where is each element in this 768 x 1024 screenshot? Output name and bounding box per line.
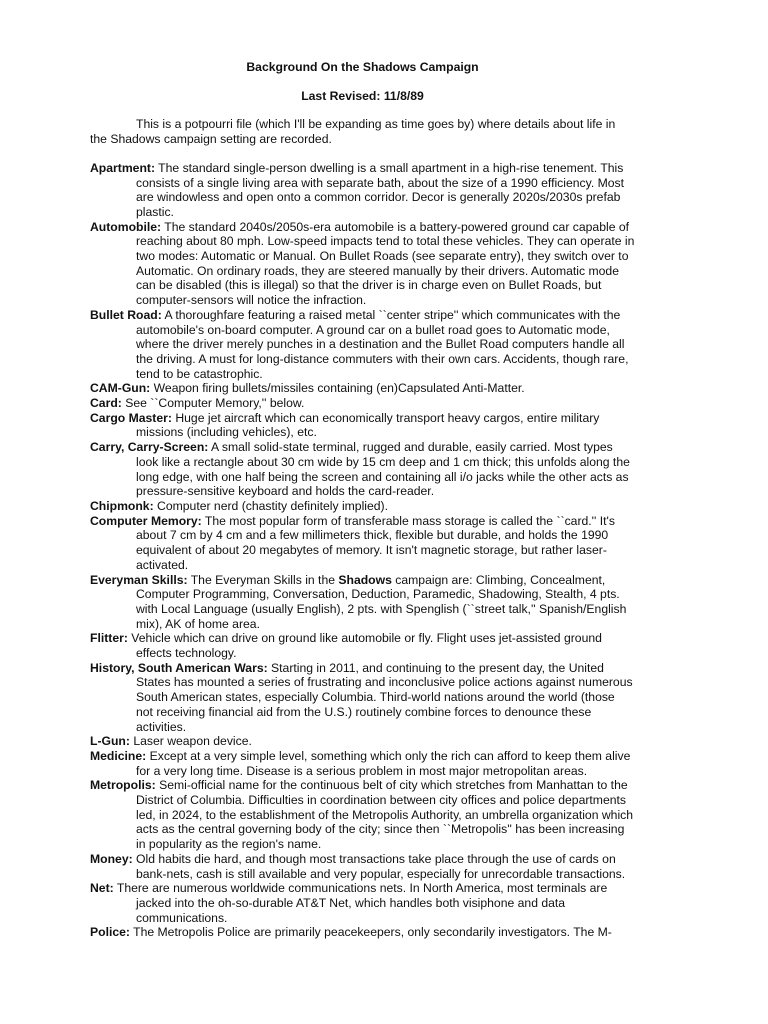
entry-text: There are numerous worldwide communications nets. In North America, most terminals are jacked into the oh-so-durable AT&T Net, which handles both visiphone and data communications. (113, 881, 608, 925)
entry-cargo-master (90, 411, 635, 440)
entry-text: Starting in 2011, and continuing to the present day, the United States has mounted a series of frustrating and inconclusive police actions against numerous South American states, especially Columbia. Third-world nations around the world (those not receiving financial aid from the U.S.) routinely combine forces to denounce these activities. (136, 660, 633, 734)
entry-term: Bullet Road: (90, 307, 162, 322)
entry-text-before: The Everyman Skills in the (187, 572, 339, 587)
entry-text: The standard single-person dwelling is a small apartment in a high-rise tenement. This consists of a single living area with separate bath, about the size of a 1990 efficiency. Most are windowless and open onto a common corridor. Decor is generally 2020s/2030s prefab plastic. (136, 160, 625, 219)
entry-l-gun (90, 734, 635, 749)
entry-term: Carry, Carry-Screen: (90, 440, 209, 455)
entry-apartment (90, 161, 635, 220)
intro-paragraph: This is a potpourri file (which I'll be expanding as time goes by) where details about life in the Shadows campaign setting are recorded. (90, 117, 616, 147)
entry-net (90, 881, 635, 925)
entry-term: History, South American Wars: (90, 660, 268, 675)
entry-money (90, 852, 635, 881)
entry-text: campaign are: Climbing, Concealment, Computer Programming, Conversation, Deduction, Paramedic, Shadowing, Stealth, 4 pts. with Local Language (usually English), 2 pts. with Spenglish (``street talk,'' Spanish/English mix), AK of home area. (136, 572, 627, 631)
entry-term: Apartment: (90, 160, 156, 175)
entry-police (90, 925, 635, 940)
entry-metropolis (90, 778, 635, 852)
entry-text: Semi-official name for the continuous belt of city which stretches from Manhattan to the District of Columbia. Difficulties in coordination between city offices and police departments led, in 2024, to the establishment of the Metropolis Authority, an umbrella organization which acts as the central governing body of the city; since then ``Metropolis'' has been increasing in popularity as the region's name. (136, 778, 634, 852)
entry-text: A thoroughfare featuring a raised metal ``center stripe'' which communicates with the automobile's on-board computer. A ground car on a bullet road goes to Automatic mode, where the driver merely punches in a destination and the Bullet Road computers handle all the driving. A must for long-distance commuters with their own cars. Accidents, though rare, tend to be catastrophic. (136, 307, 629, 381)
entry-automobile (90, 220, 635, 308)
document-page (90, 60, 635, 940)
entry-term: Card: (90, 396, 122, 411)
entry-term: Chipmonk: (90, 498, 154, 513)
entry-text: Old habits die hard, and though most transactions take place through the use of cards on bank-nets, cash is still available and very popular, especially for unrecordable transactions. (132, 851, 626, 881)
entry-term: Everyman Skills: (90, 572, 188, 587)
entry-text: Weapon firing bullets/missiles containing (en)Capsulated Anti-Matter. (150, 381, 525, 396)
entry-computer-memory (90, 514, 635, 573)
entry-everyman-skills (90, 573, 635, 632)
entry-term: Police: (90, 925, 130, 940)
entry-term: Cargo Master: (90, 410, 172, 425)
entry-text: See ``Computer Memory,'' below. (121, 396, 305, 411)
entry-term: CAM-Gun: (90, 381, 151, 396)
entry-term: Metropolis: (90, 778, 156, 793)
entry-text: A small solid-state terminal, rugged and durable, easily carried. Most types look like a rectangle about 30 cm wide by 15 cm deep and 1 cm thick; this unfolds along the long edge, with one half being the screen and containing all i/o jacks while the other acts as pressure-sensitive keyboard and holds the card-reader. (136, 440, 630, 499)
entry-text: Laser weapon device. (129, 734, 252, 749)
entry-cam-gun (90, 381, 635, 396)
entry-flitter (90, 631, 635, 660)
entry-card (90, 396, 635, 411)
entry-term: Medicine: (90, 748, 147, 763)
entry-medicine (90, 749, 635, 778)
glossary (90, 161, 635, 940)
entry-carry-screen (90, 440, 635, 499)
entry-term: Net: (90, 881, 114, 896)
campaign-name: Shadows (338, 572, 392, 587)
entry-text: Huge jet aircraft which can economically transport heavy cargos, entire military missions (including vehicles), etc. (136, 410, 600, 440)
last-revised: Last Revised: 11/8/89 (301, 88, 424, 103)
entry-text: Vehicle which can drive on ground like automobile or fly. Flight uses jet-assisted ground effects technology. (127, 631, 602, 661)
entry-bullet-road (90, 308, 635, 382)
entry-term: Computer Memory: (90, 513, 202, 528)
entry-term: Automobile: (90, 219, 162, 234)
entry-text: Except at a very simple level, something which only the rich can afford to keep them alive for a very long time. Disease is a serious problem in most major metropolitan areas. (136, 748, 631, 778)
entry-text: Computer nerd (chastity definitely implied). (153, 498, 389, 513)
entry-term: Flitter: (90, 631, 128, 646)
entry-term: L-Gun: (90, 734, 130, 749)
entry-text: The most popular form of transferable mass storage is called the ``card.'' It's about 7 cm by 4 cm and a few millimeters thick, flexible but durable, and holds the 1990 equivalent of about 20 megabytes of memory. It isn't magnetic storage, but rather laser-activated. (136, 513, 615, 572)
entry-south-american-wars (90, 661, 635, 735)
document-title: Background On the Shadows Campaign (246, 60, 479, 74)
entry-term: Money: (90, 851, 133, 866)
entry-chipmonk (90, 499, 635, 514)
entry-text: The Metropolis Police are primarily peacekeepers, only secondarily investigators. The M- (129, 925, 612, 940)
entry-text: The standard 2040s/2050s-era automobile is a battery-powered ground car capable of reaching about 80 mph. Low-speed impacts tend to total these vehicles. They can operate in two modes: Automatic or Manual. On Bullet Roads (see separate entry), they switch over to Automatic. On ordinary roads, they are steered manually by their drivers. Automatic mode can be disabled (this is illegal) so that the driver is in charge even on Bullet Roads, but computer-sensors will notice the infraction. (136, 219, 635, 308)
